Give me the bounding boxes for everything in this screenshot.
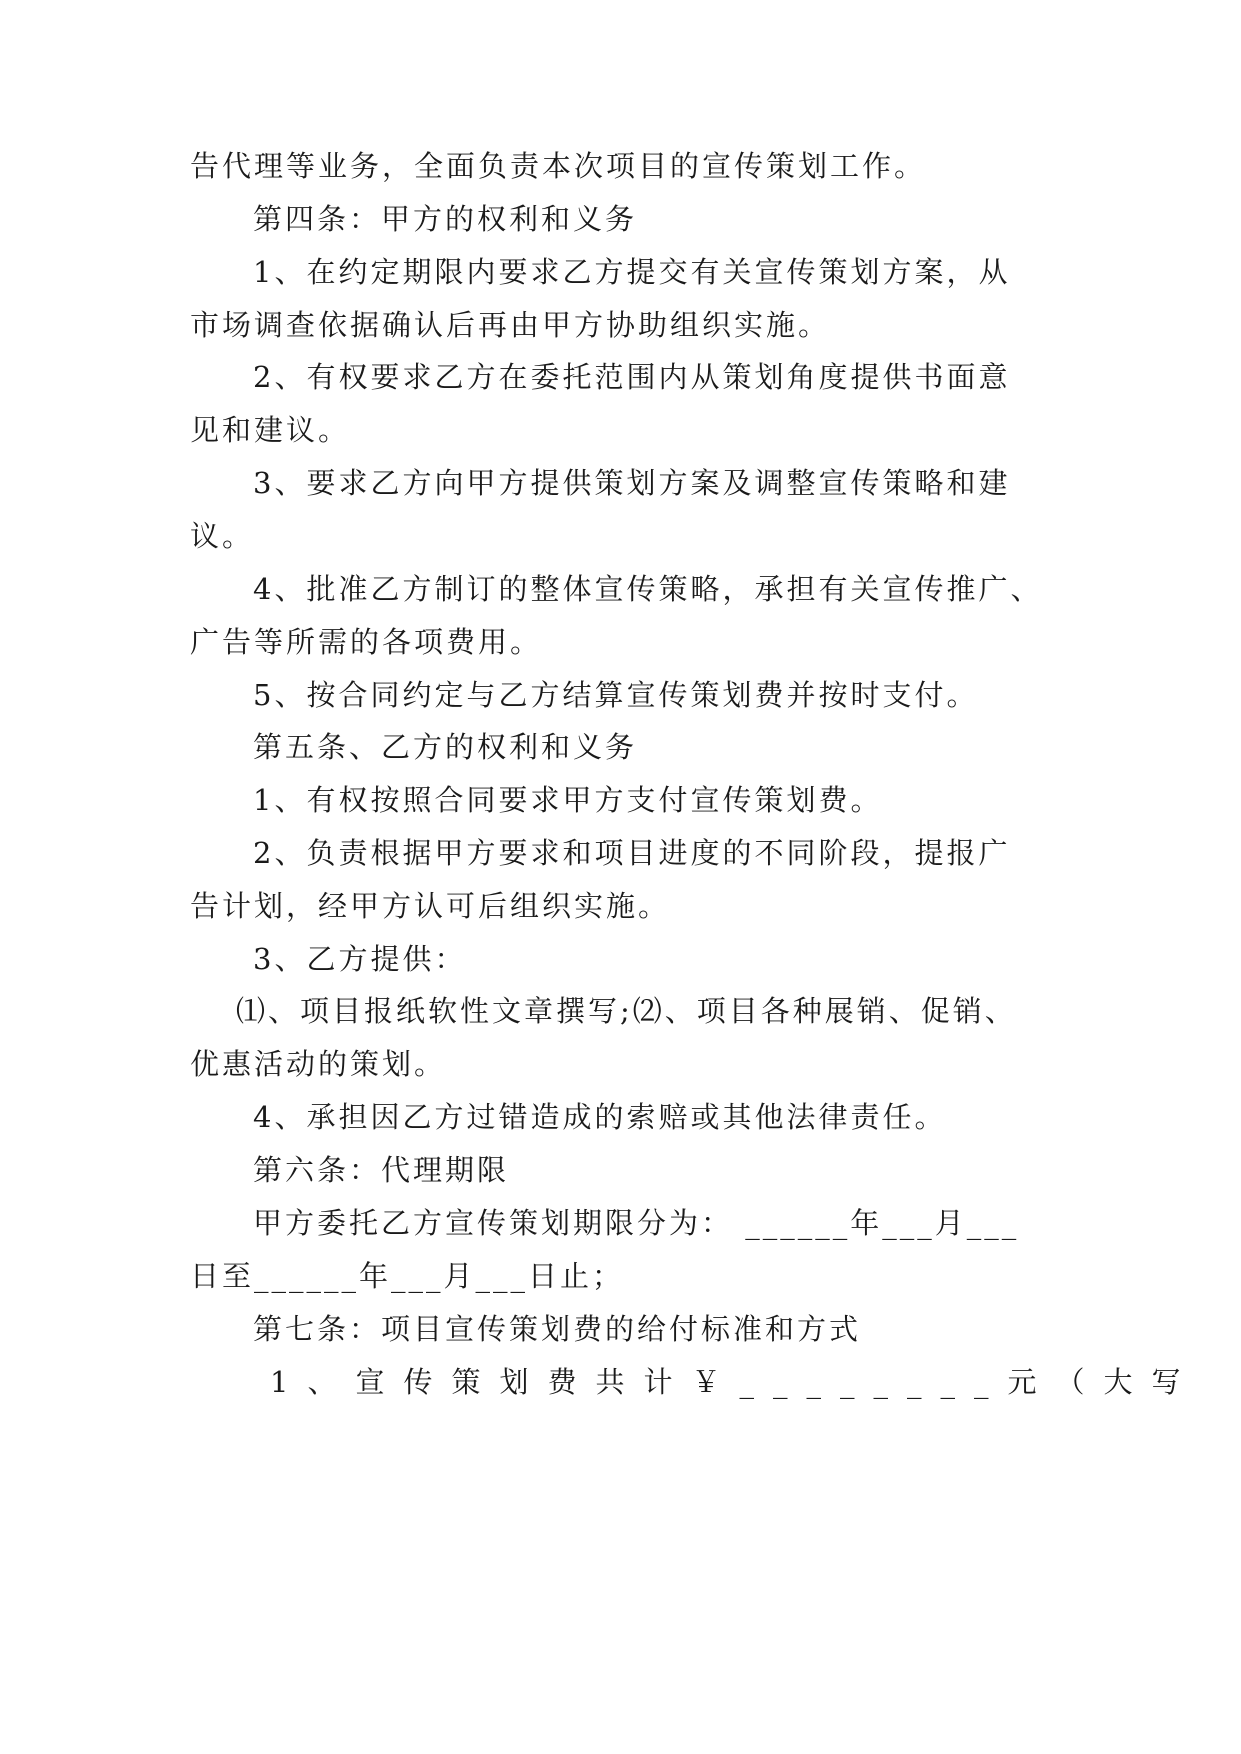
- text-line: 议。: [190, 519, 255, 553]
- section-heading: 第五条、乙方的权利和义务: [253, 730, 638, 764]
- text-line: 3、要求乙方向甲方提供策划方案及调整宣传策略和建: [253, 466, 1011, 500]
- text-line: 日至______年___月___日止；: [190, 1259, 625, 1293]
- text-line: 告计划，经甲方认可后组织实施。: [190, 889, 671, 923]
- text-line: 市场调查依据确认后再由甲方协助组织实施。: [190, 308, 831, 342]
- text-line: 2、有权要求乙方在委托范围内从策划角度提供书面意: [253, 360, 1011, 394]
- text-line: 3、乙方提供：: [253, 942, 467, 976]
- section-heading: 第四条：甲方的权利和义务: [253, 202, 638, 236]
- text-line: 4、批准乙方制订的整体宣传策略，承担有关宣传推广、: [253, 572, 1043, 606]
- text-line: 2、负责根据甲方要求和项目进度的不同阶段，提报广: [253, 836, 1011, 870]
- text-line: 告代理等业务，全面负责本次项目的宣传策划工作。: [190, 149, 927, 183]
- text-line: 优惠活动的策划。: [190, 1047, 447, 1081]
- text-line: 4、承担因乙方过错造成的索赔或其他法律责任。: [253, 1100, 947, 1134]
- text-line: 5、按合同约定与乙方结算宣传策划费并按时支付。: [253, 678, 979, 712]
- text-line: 广告等所需的各项费用。: [190, 625, 543, 659]
- section-heading: 第七条：项目宣传策划费的给付标准和方式: [253, 1312, 862, 1346]
- text-line: 见和建议。: [190, 413, 351, 447]
- text-line: 1、有权按照合同要求甲方支付宣传策划费。: [253, 783, 883, 817]
- text-line: 1、在约定期限内要求乙方提交有关宣传策划方案，从: [253, 255, 1011, 289]
- text-line: 甲方委托乙方宣传策划期限分为： ______年___月___: [253, 1206, 1020, 1240]
- section-heading: 第六条：代理期限: [253, 1153, 510, 1187]
- text-line: 1、宣传策划费共计￥________元（大写: [270, 1365, 1200, 1399]
- text-line: ⑴、项目报纸软性文章撰写;⑵、项目各种展销、促销、: [236, 994, 1017, 1028]
